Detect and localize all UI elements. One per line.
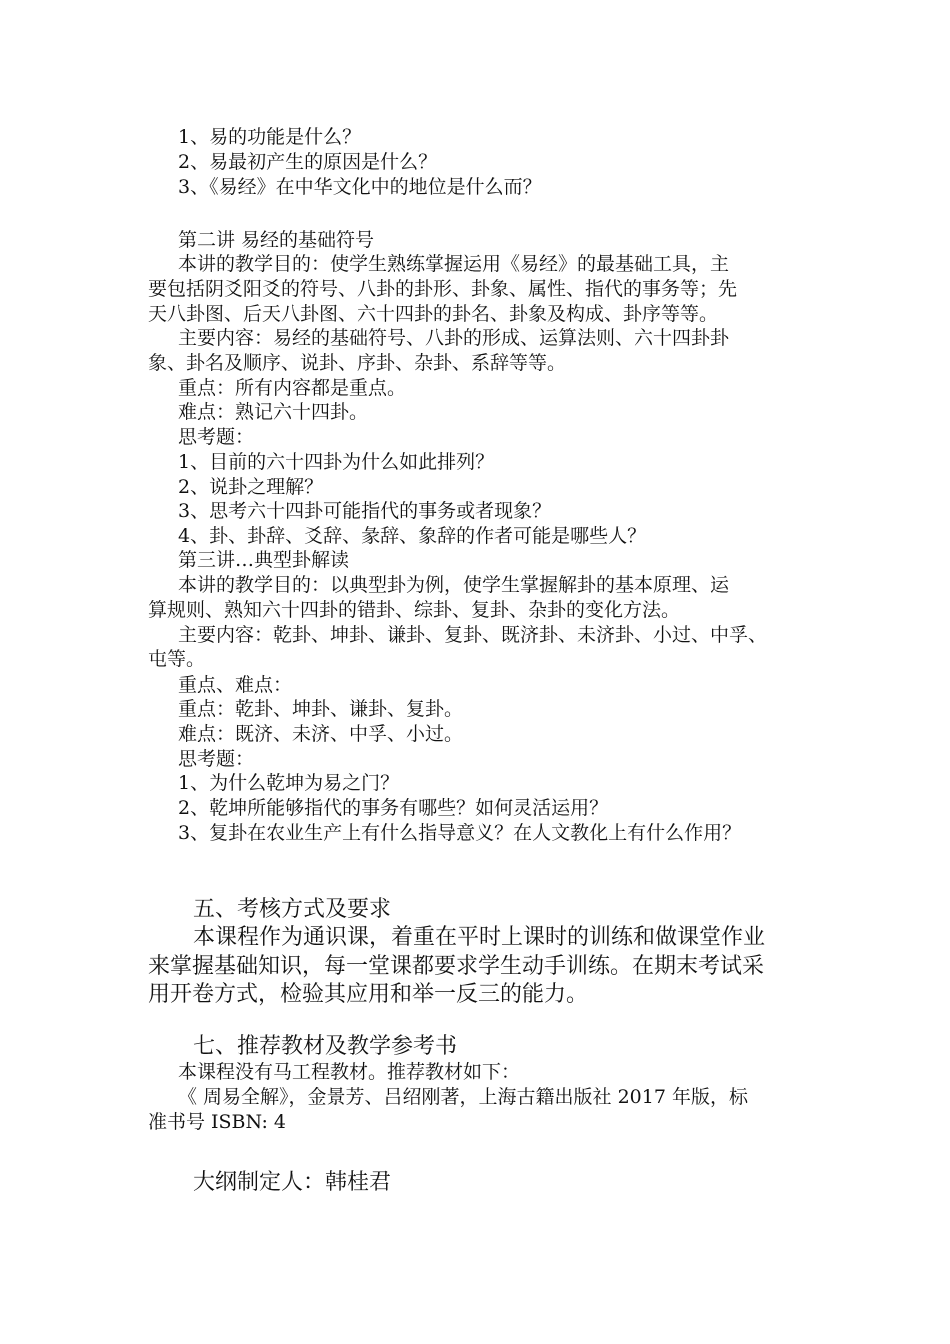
paragraph-line: 要包括阴爻阳爻的符号、八卦的卦形、卦象、属性、指代的事务等；先 — [148, 278, 738, 300]
question-line: 2、易最初产生的原因是什么？ — [178, 151, 438, 173]
difficulty-line: 难点：熟记六十四卦。 — [178, 401, 369, 423]
questions-heading: 思考题： — [178, 426, 255, 448]
question-line: 3、复卦在农业生产上有什么指导意义？在人文教化上有什么作用？ — [178, 822, 742, 844]
questions-heading: 思考题： — [178, 748, 255, 770]
paragraph-line: 本讲的教学目的：使学生熟练掌握运用《易经》的最基础工具，主 — [178, 253, 730, 275]
paragraph-line: 用开卷方式，检验其应用和举一反三的能力。 — [148, 982, 589, 1007]
paragraph-line: 主要内容：易经的基础符号、八卦的形成、运算法则、六十四卦卦 — [178, 327, 730, 349]
key-point-heading: 重点、难点： — [178, 674, 293, 696]
paragraph-line: 本课程作为通识课，着重在平时上课时的训练和做课堂作业 — [193, 925, 766, 950]
key-point-line: 重点：所有内容都是重点。 — [178, 377, 407, 399]
difficulty-line: 难点：既济、未济、中孚、小过。 — [178, 723, 464, 745]
paragraph-line: 本课程没有马工程教材。推荐教材如下： — [178, 1061, 521, 1083]
paragraph-line: 主要内容：乾卦、坤卦、谦卦、复卦、既济卦、未济卦、小过、中孚、 — [178, 624, 768, 646]
textbook-line: 《 周易全解》，金景芳、吕绍刚著，上海古籍出版社 2017 年版，标 — [178, 1086, 748, 1108]
author-line: 大纲制定人：韩桂君 — [193, 1170, 392, 1195]
textbook-line: 准书号 ISBN: 4 — [148, 1111, 287, 1133]
paragraph-line: 屯等。 — [148, 648, 206, 670]
question-line: 3、《易经》在中华文化中的地位是什么而？ — [178, 176, 542, 198]
question-line: 4、卦、卦辞、爻辞、彖辞、象辞的作者可能是哪些人？ — [178, 525, 647, 547]
key-point-line: 重点：乾卦、坤卦、谦卦、复卦。 — [178, 698, 464, 720]
question-line: 1、为什么乾坤为易之门？ — [178, 772, 400, 794]
lecture-heading: 第二讲 易经的基础符号 — [178, 229, 375, 251]
paragraph-line: 本讲的教学目的：以典型卦为例，使学生掌握解卦的基本原理、运 — [178, 574, 730, 596]
question-line: 3、思考六十四卦可能指代的事务或者现象？ — [178, 500, 552, 522]
question-line: 1、易的功能是什么？ — [178, 126, 362, 148]
paragraph-line: 象、卦名及顺序、说卦、序卦、杂卦、系辞等等。 — [148, 352, 567, 374]
paragraph-line: 天八卦图、后天八卦图、六十四卦的卦名、卦象及构成、卦序等等。 — [148, 303, 719, 325]
lecture-heading: 第三讲…典型卦解读 — [178, 549, 350, 571]
paragraph-line: 来掌握基础知识，每一堂课都要求学生动手训练。在期末考试采 — [148, 954, 765, 979]
section-heading: 五、考核方式及要求 — [193, 897, 392, 922]
section-heading: 七、推荐教材及教学参考书 — [193, 1034, 458, 1059]
question-line: 2、说卦之理解？ — [178, 476, 324, 498]
question-line: 2、乾坤所能够指代的事务有哪些？如何灵活运用？ — [178, 797, 609, 819]
question-line: 1、目前的六十四卦为什么如此排列？ — [178, 451, 495, 473]
paragraph-line: 算规则、熟知六十四卦的错卦、综卦、复卦、杂卦的变化方法。 — [148, 599, 681, 621]
